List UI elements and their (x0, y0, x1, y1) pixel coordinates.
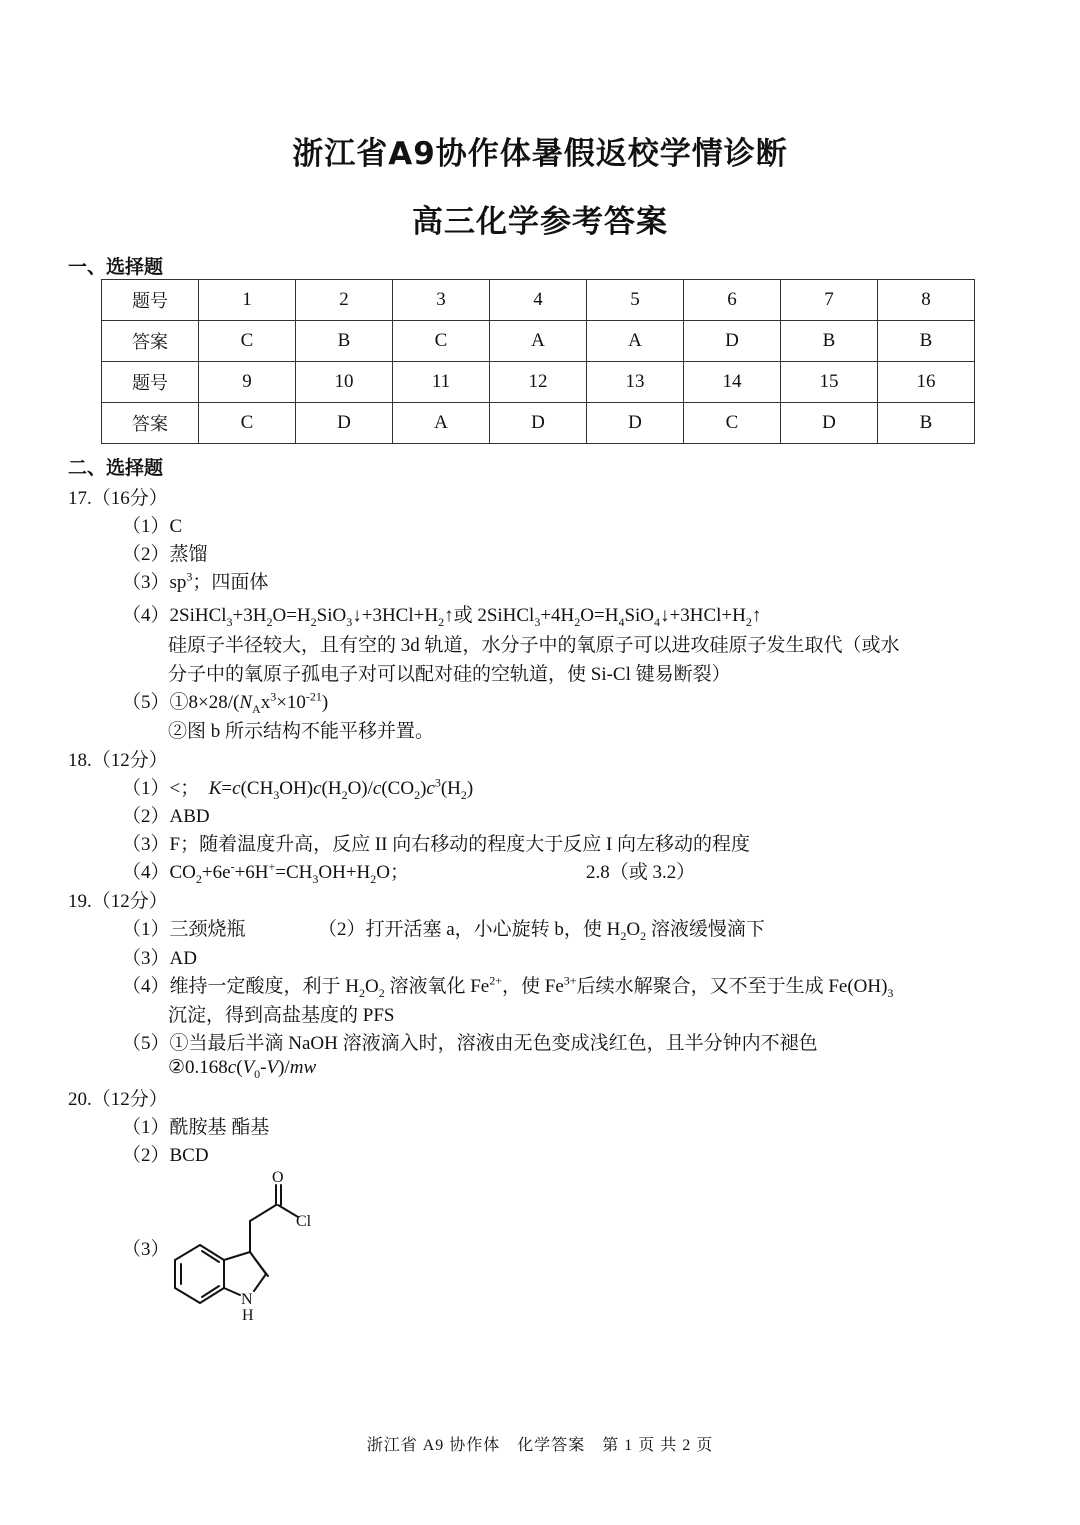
q18-a4-value: 2.8（或 3.2） (586, 862, 696, 883)
q20-heading: 20.（12分） (68, 1089, 168, 1110)
table-cell: B (296, 321, 393, 362)
bond (175, 1288, 200, 1303)
q17-a5-2: ②图 b 所示结构不能平移并置。 (168, 721, 435, 742)
bond (175, 1245, 200, 1260)
bond (278, 1205, 298, 1217)
table-cell: 13 (587, 362, 684, 403)
q19-heading: 19.（12分） (68, 891, 168, 912)
atom-O: O (272, 1169, 284, 1186)
q17-a4-explanation-2: 分子中的氧原子孤电子对可以配对硅的空轨道，使 Si-Cl 键易断裂） (168, 664, 731, 685)
q17-a4-explanation-1: 硅原子半径较大，且有空的 3d 轨道，水分子中的氧原子可以进攻硅原子发生取代（或水 (168, 635, 900, 656)
table-cell: 7 (781, 280, 878, 321)
page-subtitle: 高三化学参考答案 (412, 204, 668, 240)
bond (250, 1205, 276, 1221)
q17-a4-equation: $(4)2SiHCl_3+3H_2O=H_2SiO_3↓+3HCl+H_2↑$或 $2SiHCl_3+4H_2O=H_4SiO_4↓+3HCl+H_2↑$ (122, 605, 762, 629)
bond (224, 1288, 240, 1295)
table-cell: C (199, 403, 296, 444)
table-cell: C (199, 321, 296, 362)
q20-a2: （2）BCD (122, 1145, 209, 1166)
indole-acyl-chloride-structure (160, 1165, 330, 1325)
atom-N: N (241, 1291, 253, 1308)
row-header-cell: 答案 (102, 321, 199, 362)
q19-a2: （2）打开活塞 a，小心旋转 b，使 $H_2O_2$ 溶液缓慢滴下 (318, 919, 765, 943)
table-cell: D (296, 403, 393, 444)
q19-a5-2: $②0.168c(V_0-V)/mw$ (168, 1057, 317, 1081)
q19-a4: （4）维持一定酸度，利于 $H_2O_2$ 溶液氧化 $Fe^{2+}$，使 $Fe^{3+}$后续水解聚合，又不至于生成 $Fe(OH)_3$ (122, 973, 894, 1000)
q18-a1: （1）<； $K=c(CH_3OH)c(H_2O)/c(CO_2)c^3(H_2)$ (122, 775, 474, 802)
q17-a5-formula: $(5)①8\times 28/(N_Ax^3\times 10^{-21})$ (122, 689, 329, 716)
table-cell: 10 (296, 362, 393, 403)
section-title-1: 一、选择题 (68, 256, 164, 278)
q17-heading: 17.（16分） (68, 488, 168, 509)
bond (254, 1274, 266, 1291)
q20-a3-label: （3） (122, 1239, 170, 1260)
page-title: 浙江省A9协作体暑假返校学情诊断 (292, 136, 788, 172)
q19-a4-line2: 沉淀，得到高盐基度的 PFS (168, 1005, 395, 1026)
table-cell: C (684, 403, 781, 444)
answer-table (101, 279, 975, 444)
table-cell: 14 (684, 362, 781, 403)
table-cell: B (878, 321, 975, 362)
atom-Cl: Cl (296, 1213, 312, 1230)
table-cell: 16 (878, 362, 975, 403)
page-footer: 浙江省 A9 协作体 化学答案 第 1 页 共 2 页 (366, 1437, 714, 1454)
q17-a3: $(3)sp^3$；四面体 (122, 569, 269, 593)
bond (224, 1252, 250, 1260)
table-cell: C (393, 321, 490, 362)
q20-a1: （1）酰胺基 酯基 (122, 1117, 270, 1138)
table-cell: 9 (199, 362, 296, 403)
q18-a4: $(4)CO_2+6e^-+6H^+=CH_3OH+H_2O$； (122, 859, 410, 886)
table-row (102, 280, 975, 321)
table-row (102, 403, 975, 444)
table-cell: D (684, 321, 781, 362)
table-cell: 11 (393, 362, 490, 403)
table-cell: 12 (490, 362, 587, 403)
q17-a1: （1）C (122, 516, 183, 537)
q18-a3: （3）F；随着温度升高，反应 II 向右移动的程度大于反应 I 向左移动的程度 (122, 834, 751, 855)
q19-a1: （1）三颈烧瓶 (122, 919, 246, 940)
q18-heading: 18.（12分） (68, 750, 168, 771)
table-cell: A (490, 321, 587, 362)
table-cell: 4 (490, 280, 587, 321)
table-cell: A (393, 403, 490, 444)
table-cell: 8 (878, 280, 975, 321)
table-cell: 6 (684, 280, 781, 321)
table-cell: B (878, 403, 975, 444)
row-header-cell: 答案 (102, 403, 199, 444)
table-row (102, 321, 975, 362)
table-cell: 15 (781, 362, 878, 403)
table-cell: D (490, 403, 587, 444)
q17-a2: （2）蒸馏 (122, 544, 208, 565)
table-cell: D (587, 403, 684, 444)
table-cell: 1 (199, 280, 296, 321)
table-row (102, 362, 975, 403)
q19-a3: （3）AD (122, 948, 197, 969)
table-cell: B (781, 321, 878, 362)
table-cell: 5 (587, 280, 684, 321)
table-cell: D (781, 403, 878, 444)
table-cell: 3 (393, 280, 490, 321)
atom-H: H (242, 1307, 254, 1324)
q18-a2: （2）ABD (122, 806, 210, 827)
row-header-cell: 题号 (102, 280, 199, 321)
q19-a5-1: （5）①当最后半滴 NaOH 溶液滴入时，溶液由无色变成浅红色，且半分钟内不褪色 (122, 1033, 818, 1054)
section-title-2: 二、选择题 (68, 457, 164, 479)
table-cell: 2 (296, 280, 393, 321)
row-header-cell: 题号 (102, 362, 199, 403)
table-cell: A (587, 321, 684, 362)
